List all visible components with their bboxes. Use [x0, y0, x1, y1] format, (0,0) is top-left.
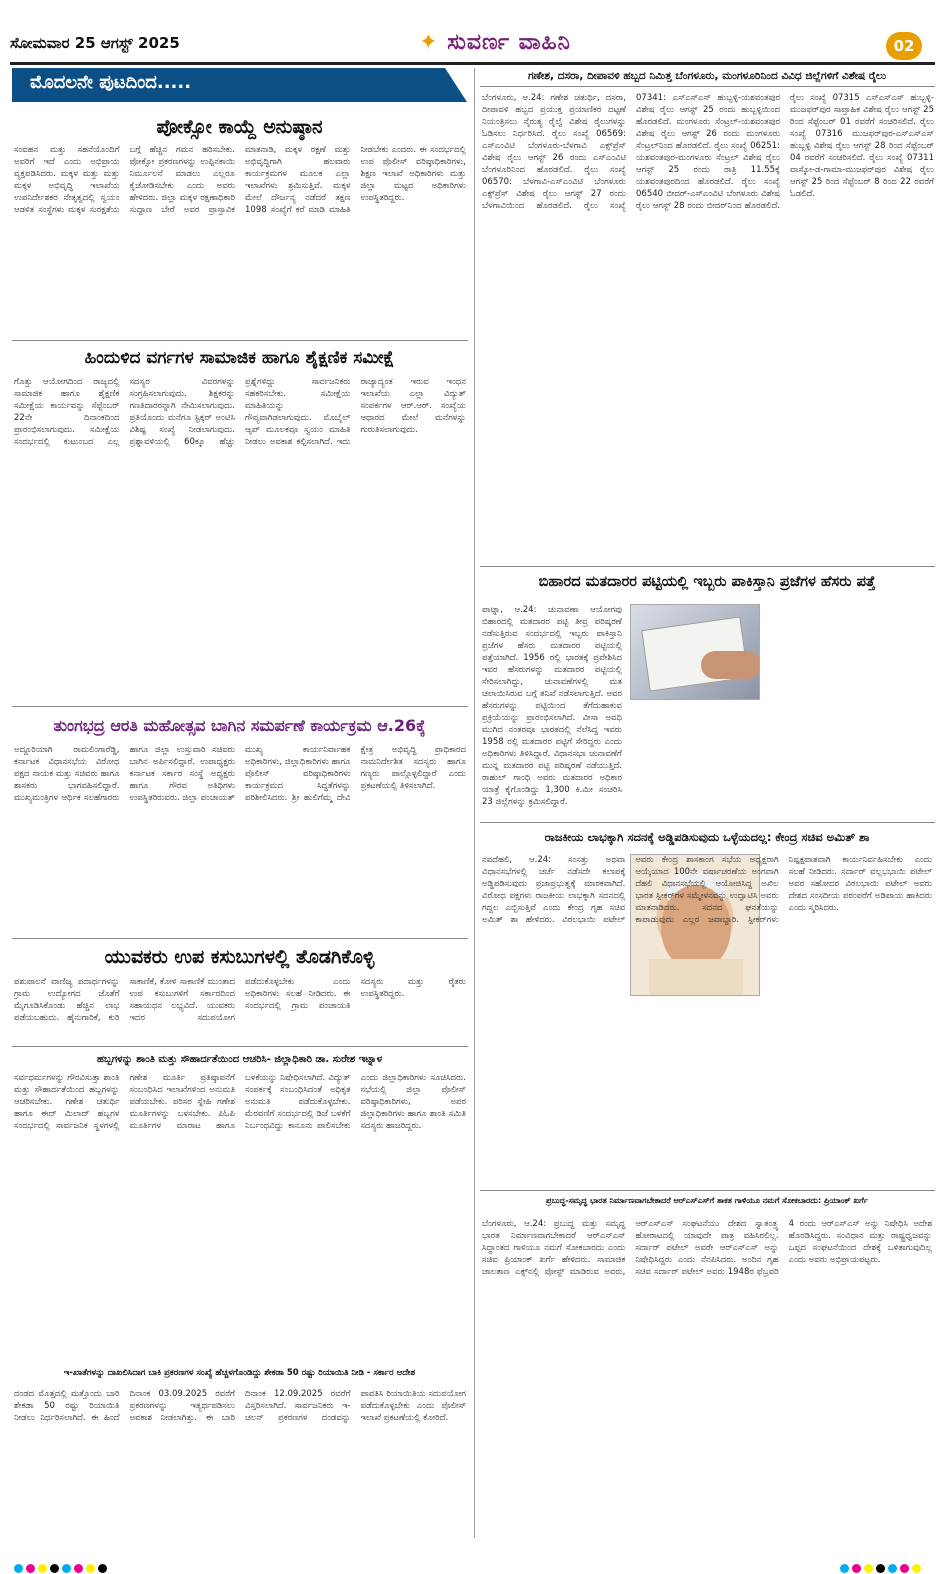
article-body: ಪಶುಪಾಲನೆ ವಾಣಿಜ್ಯ ಪದಾರ್ಥಗಳನ್ನು ಗ್ರಾಮ ಉದ್ಯೋಗದ ಜೊತೆಗೆ ಮೈಗೂಡಿಸಿಕೊಂಡು ಹೆಚ್ಚಿನ ಲಾಭ ಪಡೆಯಬಹುದು. ಹೈನುಗಾರಿಕೆ, ಕುರಿ ಸಾಕಾಣಿಕೆ, ಕೋಳಿ ಸಾಕಾಣಿಕೆ ಮುಂತಾದ ಉಪ ಕಸುಬುಗಳಿಗೆ ಸರ್ಕಾರದಿಂದ ಸಹಾಯಧನ ಲಭ್ಯವಿದೆ. ಯುವಕರು ಇದರ ಸದುಪಯೋಗ ಪಡೆದುಕೊಳ್ಳಬೇಕು ಎಂದು ಅಧಿಕಾರಿಗಳು ಸಲಹೆ ನೀಡಿದರು. ಈ ಸಂದರ್ಭದಲ್ಲಿ ಗ್ರಾಮ ಪಂಚಾಯತಿ ಸದಸ್ಯರು ಮತ್ತು ರೈತರು ಉಪಸ್ಥಿತರಿದ್ದರು.	[14, 977, 466, 1023]
banner-notch-decoration	[445, 68, 467, 102]
print-registration-dots	[14, 1558, 110, 1568]
article-headline: ರಾಜಕೀಯ ಲಾಭಕ್ಕಾಗಿ ಸದನಕ್ಕೆ ಅಡ್ಡಿಪಡಿಸುವುದು ಒಳ್ಳೆಯದಲ್ಲ: ಕೇಂದ್ರ ಸಚಿವ ಅಮಿತ್ ಶಾ	[544, 830, 870, 844]
article-body: ಸರ್ವಧರ್ಮಗಳನ್ನು ಗೌರವಿಸುತ್ತಾ ಶಾಂತಿ ಮತ್ತು ಸೌಹಾರ್ದತೆಯಿಂದ ಹಬ್ಬಗಳನ್ನು ಆಚರಿಸಬೇಕು. ಗಣೇಶ ಚತುರ್ಥಿ ಹಾಗೂ ಈದ್ ಮಿಲಾದ್ ಹಬ್ಬಗಳ ಸಂದರ್ಭದಲ್ಲಿ ಸಾರ್ವಜನಿಕ ಸ್ಥಳಗಳಲ್ಲಿ ಗಣೇಶ ಮೂರ್ತಿ ಪ್ರತಿಷ್ಠಾಪನೆಗೆ ಸಂಬಂಧಿಸಿದ ಇಲಾಖೆಗಳಿಂದ ಅನುಮತಿ ಪಡೆಯಬೇಕು. ಪರಿಸರ ಸ್ನೇಹಿ ಗಣೇಶ ಮೂರ್ತಿಗಳನ್ನು ಬಳಸಬೇಕು. ಪಿಓಪಿ ಮೂರ್ತಿಗಳ ಮಾರಾಟ ಹಾಗೂ ಬಳಕೆಯನ್ನು ನಿಷೇಧಿಸಲಾಗಿದೆ. ವಿದ್ಯುತ್ ಸಂಪರ್ಕಕ್ಕೆ ಸಂಬಂಧಿಸಿದಂತೆ ಅಧಿಕೃತ ಅನುಮತಿ ಪಡೆದುಕೊಳ್ಳಬೇಕು. ಮೆರವಣಿಗೆ ಸಂದರ್ಭದಲ್ಲಿ ಡಿಜೆ ಬಳಕೆಗೆ ನಿರ್ಬಂಧವಿದ್ದು ಕಾನೂನು ಪಾಲಿಸಬೇಕು ಎಂದು ಜಿಲ್ಲಾಧಿಕಾರಿಗಳು ಸೂಚಿಸಿದರು. ಸಭೆಯಲ್ಲಿ ಜಿಲ್ಲಾ ಪೊಲೀಸ್ ವರಿಷ್ಠಾಧಿಕಾರಿಗಳು, ಅಪರ ಜಿಲ್ಲಾಧಿಕಾರಿಗಳು ಹಾಗೂ ಶಾಂತಿ ಸಮಿತಿ ಸದಸ್ಯರು ಹಾಜರಿದ್ದರು.	[14, 1073, 466, 1131]
article-headline: ಯುವಕರು ಉಪ ಕಸುಬುಗಳಲ್ಲಿ ತೊಡಗಿಕೊಳ್ಳಿ	[104, 946, 375, 968]
divider	[480, 86, 935, 87]
hand-shape	[701, 651, 760, 679]
article-body: ಗೊತ್ತು ಆಯೋಗದಿಂದ ರಾಜ್ಯದಲ್ಲಿ ಸಾಮಾಜಿಕ ಹಾಗೂ ಶೈಕ್ಷಣಿಕ ಸಮೀಕ್ಷೆಯ ಕಾರ್ಯವನ್ನು ಸೆಪ್ಟೆಂಬರ್ 22ನೇ ದಿನಾಂಕದಿಂದ ಪ್ರಾರಂಭಿಸಲಾಗುವುದು. ಸಮೀಕ್ಷೆಯ ಸಂದರ್ಭದಲ್ಲಿ ಕುಟುಂಬದ ಎಲ್ಲ ಸದಸ್ಯರ ವಿವರಗಳನ್ನು ಸಂಗ್ರಹಿಸಲಾಗುವುದು. ಶಿಕ್ಷಕರನ್ನು ಗಣತಿದಾರರನ್ನಾಗಿ ನೇಮಿಸಲಾಗುವುದು. ಪ್ರತಿಯೊಂದು ಮನೆಗೂ ಸ್ಟಿಕ್ಕರ್ ಅಂಟಿಸಿ ವಿಶಿಷ್ಟ ಸಂಖ್ಯೆ ನೀಡಲಾಗುವುದು. ಪ್ರಶ್ನಾವಳಿಯಲ್ಲಿ 60ಕ್ಕೂ ಹೆಚ್ಚು ಪ್ರಶ್ನೆಗಳಿದ್ದು ಸಾರ್ವಜನಿಕರು ಸಹಕರಿಸಬೇಕು. ಸಮೀಕ್ಷೆಯ ಮಾಹಿತಿಯನ್ನು ಗೌಪ್ಯವಾಗಿಡಲಾಗುವುದು. ಮೊಬೈಲ್ ಆ್ಯಪ್ ಮೂಲಕವೂ ಸ್ವಯಂ ಮಾಹಿತಿ ನೀಡಲು ಅವಕಾಶ ಕಲ್ಪಿಸಲಾಗಿದೆ. ಇದು ರಾಜ್ಯಾದ್ಯಂತ ಇರುವ ಇಂಧನ ಇಲಾಖೆಯ ಎಲ್ಲಾ ವಿದ್ಯುತ್ ಸಂಪರ್ಕಗಳ ಆರ್.ಆರ್. ಸಂಖ್ಯೆಯ ಆಧಾರದ ಮೇಲೆ ಮನೆಗಳನ್ನು ಗುರುತಿಸಲಾಗುವುದು.	[14, 377, 466, 447]
issue-date: ಸೋಮವಾರ 25 ಆಗಸ್ಟ್ 2025	[10, 34, 180, 52]
article-body: ಸಂವಹನ ಮತ್ತು ಸಹನೆಯೊಂದಿಗೆ ಅವರಿಗೆ ಇದೆ ಎಂದು ಅಭಿಪ್ರಾಯ ವ್ಯಕ್ತಪಡಿಸಿದರು. ಮಕ್ಕಳ ಮತ್ತು ಮತ್ತು ಮಕ್ಕಳ ಅಭಿವೃದ್ಧಿ ಇಲಾಖೆಯ ಉಪನಿರ್ದೇಶಕರ ನೇತೃತ್ವದಲ್ಲಿ ಸ್ವಯಂ ಆಡಳಿತ ಸಂಸ್ಥೆಗಳು ಮಕ್ಕಳ ಸುರಕ್ಷತೆಯ ಬಗ್ಗೆ ಹೆಚ್ಚಿನ ಗಮನ ಹರಿಸಬೇಕು. ಪೋಕ್ಸೋ ಪ್ರಕರಣಗಳನ್ನು ಉಪ್ಪಿನಕಾಯಿ ನಿರ್ಮೂಲನೆ ಮಾಡಲು ಎಲ್ಲರೂ ಕೈಜೋಡಿಸಬೇಕು ಎಂದು ಅವರು ಹೇಳಿದರು. ಜಿಲ್ಲಾ ಮಕ್ಕಳ ರಕ್ಷಣಾಧಿಕಾರಿ ಸುದ್ದಾಣ ಬೇರೆ ಅವರ ಪ್ರಾಸ್ತಾವಿಕ ಮಾತನಾಡಿ, ಮಕ್ಕಳ ರಕ್ಷಣೆ ಮತ್ತು ಅಭಿವೃದ್ಧಿಗಾಗಿ ಹಲವಾರು ಕಾರ್ಯಕ್ರಮಗಳ ಮೂಲಕ ಎಲ್ಲಾ ಇಲಾಖೆಗಳು ಶ್ರಮಿಸುತ್ತಿವೆ. ಮಕ್ಕಳ ಮೇಲೆ ದೌರ್ಜನ್ಯ ನಡೆದರೆ ತಕ್ಷಣ 1098 ಸಂಖ್ಯೆಗೆ ಕರೆ ಮಾಡಿ ಮಾಹಿತಿ ನೀಡಬೇಕು ಎಂದರು. ಈ ಸಂದರ್ಭದಲ್ಲಿ ಉಪ ಪೊಲೀಸ್ ವರಿಷ್ಠಾಧಿಕಾರಿಗಳು, ಶಿಕ್ಷಣ ಇಲಾಖೆ ಅಧಿಕಾರಿಗಳು ಮತ್ತು ಜಿಲ್ಲಾ ಮಟ್ಟದ ಅಧಿಕಾರಿಗಳು ಉಪಸ್ಥಿತರಿದ್ದರು.	[14, 145, 466, 215]
article-headline: ಪೋಕ್ಸೋ ಕಾಯ್ದೆ ಅನುಷ್ಠಾನ	[156, 116, 323, 138]
divider	[480, 822, 935, 823]
divider	[480, 1190, 935, 1191]
flame-icon: ✦	[419, 30, 439, 55]
page-number-badge: 02	[886, 32, 922, 60]
article-body: ಪಾಟ್ನಾ, ಆ.24: ಚುನಾವಣಾ ಆಯೋಗವು ಬಿಹಾರದಲ್ಲಿ ಮತದಾರರ ಪಟ್ಟಿ ತೀವ್ರ ಪರಿಷ್ಕರಣೆ ನಡೆಸುತ್ತಿರುವ ಸಂದರ್ಭದಲ್ಲಿ ಇಬ್ಬರು ಪಾಕಿಸ್ತಾನಿ ಪ್ರಜೆಗಳ ಹೆಸರು ಮತದಾರರ ಪಟ್ಟಿಯಲ್ಲಿ ಪತ್ತೆಯಾಗಿದೆ. 1956 ರಲ್ಲಿ ಭಾರತಕ್ಕೆ ಪ್ರವೇಶಿಸಿದ ಇವರ ಹೆಸರುಗಳನ್ನು ಮತದಾರರ ಪಟ್ಟಿಯಲ್ಲಿ ಸೇರಿಸಲಾಗಿದ್ದು, ಚುನಾವಣೆಗಳಲ್ಲಿ ಮತ ಚಲಾಯಿಸಿರುವ ಬಗ್ಗೆ ತನಿಖೆ ನಡೆಸಲಾಗುತ್ತಿದೆ. ಅವರ ಹೆಸರುಗಳನ್ನು ಪಟ್ಟಿಯಿಂದ ತೆಗೆದುಹಾಕುವ ಪ್ರಕ್ರಿಯೆಯನ್ನು ಪ್ರಾರಂಭಿಸಲಾಗಿದೆ. ವೀಸಾ ಅವಧಿ ಮುಗಿದ ನಂತರವೂ ಭಾರತದಲ್ಲಿ ನೆಲೆಸಿದ್ದ ಇವರು 1958 ರಲ್ಲಿ ಮತದಾರರ ಪಟ್ಟಿಗೆ ಸೇರಿದ್ದರು ಎಂದು ಅಧಿಕಾರಿಗಳು ತಿಳಿಸಿದ್ದಾರೆ. ವಿಧಾನಸಭಾ ಚುನಾವಣೆಗೆ ಮುನ್ನ ಮತದಾರರ ಪಟ್ಟಿ ಪರಿಷ್ಕರಣೆ ನಡೆಯುತ್ತಿದೆ. ರಾಹುಲ್ ಗಾಂಧಿ ಅವರು ಮತದಾರರ ಅಧಿಕಾರ ಯಾತ್ರೆ ಕೈಗೊಂಡಿದ್ದು 1,300 ಕಿ.ಮೀ ಸಂಚರಿಸಿ 23 ಜಿಲ್ಲೆಗಳನ್ನು ಕ್ರಮಿಸಲಿದ್ದಾರೆ.	[482, 605, 622, 807]
article-body: ದಂಡದ ಮೊತ್ತದಲ್ಲಿ ಮತ್ತೊಂದು ಬಾರಿ ಶೇಕಡಾ 50 ರಷ್ಟು ರಿಯಾಯಿತಿ ನೀಡಲು ನಿರ್ಧರಿಸಲಾಗಿದೆ. ಈ ಹಿಂದೆ ದಿನಾಂಕ 03.09.2025 ರವರೆಗೆ ಪ್ರಕರಣಗಳನ್ನು ಇತ್ಯರ್ಥಪಡಿಸಲು ಅವಕಾಶ ನೀಡಲಾಗಿತ್ತು. ಈ ಬಾರಿ ದಿನಾಂಕ 12.09.2025 ರವರೆಗೆ ವಿಸ್ತರಿಸಲಾಗಿದೆ. ಸಾರ್ವಜನಿಕರು ಇ-ಚಲನ್ ಪ್ರಕರಣಗಳ ದಂಡವನ್ನು ಪಾವತಿಸಿ ರಿಯಾಯಿತಿಯ ಸದುಪಯೋಗ ಪಡೆದುಕೊಳ್ಳಬೇಕು ಎಂದು ಪೊಲೀಸ್ ಇಲಾಖೆ ಪ್ರಕಟಣೆಯಲ್ಲಿ ಕೋರಿದೆ.	[14, 1389, 466, 1423]
print-registration-dots	[840, 1558, 924, 1568]
logo-text: ಸುವರ್ಣ ವಾಹಿನಿ	[447, 30, 571, 55]
divider	[12, 1046, 468, 1047]
article-headline: ಹಿಂದುಳಿದ ವರ್ಗಗಳ ಸಾಮಾಜಿಕ ಹಾಗೂ ಶೈಕ್ಷಣಿಕ ಸಮೀಕ್ಷೆ	[84, 348, 395, 368]
section-banner-title: ಮೊದಲನೇ ಪುಟದಿಂದ.....	[30, 72, 192, 93]
divider	[12, 340, 468, 341]
article-headline: ಇ-ಖಾತೆಗಳನ್ನು ದಾಖಲಿಸಿದಾಗ ಬಾಕಿ ಪ್ರಕರಣಗಳ ಸಂಖ್ಯೆ ಹೆಚ್ಚಳಗೊಂಡಿದ್ದು ಶೇಕಡಾ 50 ರಷ್ಟು ರಿಯಾಯಿತಿ ನೀಡಿ - ಸರ್ಕಾರ ಆದೇಶ	[63, 1368, 416, 1378]
article-headline: ಪ್ರಬುದ್ಧ-ಸಮೃದ್ಧ ಭಾರತ ನಿರ್ಮಾಣವಾಗಬೇಕಾದರೆ ಆರ್‌ಎಸ್‌ಎಸ್‌ಗೆ ತಾಕತ ಗಾಳಿಯೂ ನಮಗೆ ಸೋಕಬಾರದು: ಪ್ರಿಯಾಂಕ್ ಖರ್ಗೆ	[546, 1196, 868, 1205]
divider	[12, 938, 468, 939]
ballot-photo	[630, 604, 760, 700]
column-divider	[474, 68, 475, 1538]
article-headline: ಹಬ್ಬಗಳನ್ನು ಶಾಂತಿ ಮತ್ತು ಸೌಹಾರ್ದತೆಯಿಂದ ಆಚರಿಸಿ- ಜಿಲ್ಲಾಧಿಕಾರಿ ಡಾ. ಸುರೇಶ ಇಟ್ನಾಳ	[96, 1054, 383, 1065]
article-body: ಬೆಂಗಳೂರು, ಆ.24: ಪ್ರಬುದ್ಧ ಮತ್ತು ಸಮೃದ್ಧ ಭಾರತ ನಿರ್ಮಾಣವಾಗಬೇಕಾದರೆ ಆರ್‌ಎಸ್‌ಎಸ್ ಸಿದ್ಧಾಂತದ ಗಾಳಿಯೂ ನಮಗೆ ಸೋಕಬಾರದು ಎಂದು ಸಚಿವ ಪ್ರಿಯಾಂಕ್ ಖರ್ಗೆ ಹೇಳಿದರು. ಸಾಮಾಜಿಕ ಜಾಲತಾಣ ಎಕ್ಸ್‌ನಲ್ಲಿ ಪೋಸ್ಟ್ ಮಾಡಿರುವ ಅವರು, ಆರ್‌ಎಸ್‌ಎಸ್ ಸಂಘಟನೆಯು ದೇಶದ ಸ್ವಾತಂತ್ರ್ಯ ಹೋರಾಟದಲ್ಲಿ ಯಾವುದೇ ಪಾತ್ರ ವಹಿಸಿರಲಿಲ್ಲ. ಸರ್ದಾರ್ ಪಟೇಲ್ ಅವರೇ ಆರ್‌ಎಸ್‌ಎಸ್ ಅನ್ನು ನಿಷೇಧಿಸಿದ್ದರು ಎಂದು ನೆನಪಿಸಿದರು. ಅಂದಿನ ಗೃಹ ಸಚಿವ ಸರ್ದಾರ್ ಪಟೇಲ್ ಅವರು 1948ರ ಫೆಬ್ರವರಿ 4 ರಂದು ಆರ್‌ಎಸ್‌ಎಸ್ ಅನ್ನು ನಿಷೇಧಿಸಿ ಆದೇಶ ಹೊರಡಿಸಿದ್ದರು. ಸಂವಿಧಾನ ಮತ್ತು ರಾಷ್ಟ್ರಧ್ವಜವನ್ನು ಒಪ್ಪದ ಸಂಘಟನೆಯಿಂದ ದೇಶಕ್ಕೆ ಒಳಿತಾಗುವುದಿಲ್ಲ ಎಂದು ಅವರು ಅಭಿಪ್ರಾಯಪಟ್ಟರು.	[482, 1219, 932, 1277]
newspaper-logo	[395, 30, 595, 60]
divider	[480, 566, 935, 567]
divider	[12, 706, 468, 707]
article-body-continued	[768, 604, 932, 854]
section-banner	[12, 68, 467, 102]
train-headline: ಗಣೇಶ, ದಸರಾ, ದೀಪಾವಳಿ ಹಬ್ಬದ ನಿಮಿತ್ತ ಬೆಂಗಳೂರು, ಮಂಗಳೂರಿನಿಂದ ವಿವಿಧ ಜಿಲ್ಲೆಗಳಿಗೆ ವಿಶೇಷ ರೈಲು	[527, 70, 887, 82]
article-headline: ತುಂಗಭದ್ರ ಆರತಿ ಮಹೋತ್ಸವ ಬಾಗಿನ ಸಮರ್ಪಣೆ ಕಾರ್ಯಕ್ರಮ ಆ.26ಕ್ಕೆ	[53, 716, 426, 735]
article-body: ನವದೆಹಲಿ, ಆ.24: ಸಂಸತ್ತು ಅಥವಾ ವಿಧಾನಸಭೆಗಳಲ್ಲಿ ಚರ್ಚೆ ನಡೆಸದೇ ಕಲಾಪಕ್ಕೆ ಅಡ್ಡಿಪಡಿಸುವುದು ಪ್ರಜಾಪ್ರಭುತ್ವಕ್ಕೆ ಮಾರಕವಾಗಿದೆ. ವಿರೋಧ ಪಕ್ಷಗಳು ರಾಜಕೀಯ ಲಾಭಕ್ಕಾಗಿ ಸದನದಲ್ಲಿ ಗದ್ದಲ ಎಬ್ಬಿಸುತ್ತಿವೆ ಎಂದು ಕೇಂದ್ರ ಗೃಹ ಸಚಿವ ಅಮಿತ್ ಶಾ ಹೇಳಿದರು. ವಿಠಲಭಾಯಿ ಪಟೇಲ್ ಅವರು ಕೇಂದ್ರ ಶಾಸಕಾಂಗ ಸಭೆಯ ಅಧ್ಯಕ್ಷರಾಗಿ ಆಯ್ಕೆಯಾದ 100ನೇ ವರ್ಷಾಚರಣೆಯ ಅಂಗವಾಗಿ ದೆಹಲಿ ವಿಧಾನಸಭೆಯಲ್ಲಿ ಆಯೋಜಿಸಿದ್ದ ಅಖಿಲ ಭಾರತ ಸ್ಪೀಕರ್‌ಗಳ ಸಮ್ಮೇಳನವನ್ನು ಉದ್ಘಾಟಿಸಿ ಅವರು ಮಾತನಾಡಿದರು. ಸದನದ ಘನತೆಯನ್ನು ಕಾಪಾಡುವುದು ಎಲ್ಲರ ಜವಾಬ್ದಾರಿ. ಸ್ಪೀಕರ್‌ಗಳು ನಿಷ್ಪಕ್ಷಪಾತವಾಗಿ ಕಾರ್ಯನಿರ್ವಹಿಸಬೇಕು ಎಂದು ಸಲಹೆ ನೀಡಿದರು. ಸರ್ದಾರ್ ವಲ್ಲಭಭಾಯಿ ಪಟೇಲ್ ಅವರ ಸಹೋದರ ವಿಠಲಭಾಯಿ ಪಟೇಲ್ ಅವರು ದೇಶದ ಸಂಸದೀಯ ಪರಂಪರೆಗೆ ಅಡಿಪಾಯ ಹಾಕಿದರು ಎಂದು ಸ್ಮರಿಸಿದರು.	[482, 855, 932, 925]
masthead-rule	[10, 62, 935, 65]
article-headline: ಬಿಹಾರದ ಮತದಾರರ ಪಟ್ಟಿಯಲ್ಲಿ ಇಬ್ಬರು ಪಾಕಿಸ್ತಾನಿ ಪ್ರಜೆಗಳ ಹೆಸರು ಪತ್ತೆ	[538, 574, 876, 590]
masthead	[0, 0, 945, 60]
article-body: ಬೆಂಗಳೂರು, ಆ.24: ಗಣೇಶ ಚತುರ್ಥಿ, ದಸರಾ, ದೀಪಾವಳಿ ಹಬ್ಬದ ಪ್ರಯುಕ್ತ ಪ್ರಯಾಣಿಕರ ದಟ್ಟಣೆ ನಿಯಂತ್ರಿಸಲು ನೈರುತ್ಯ ರೈಲ್ವೆ ವಿಶೇಷ ರೈಲುಗಳನ್ನು ಓಡಿಸಲು ನಿರ್ಧರಿಸಿದೆ. ರೈಲು ಸಂಖ್ಯೆ 06569: ಎಸ್‌ಎಂವಿಟಿ ಬೆಂಗಳೂರು-ಬೆಳಗಾವಿ ಎಕ್ಸ್‌ಪ್ರೆಸ್ ವಿಶೇಷ ರೈಲು ಆಗಸ್ಟ್ 26 ರಂದು ಎಸ್‌ಎಂವಿಟಿ ಬೆಂಗಳೂರಿನಿಂದ ಹೊರಡಲಿದೆ. ರೈಲು ಸಂಖ್ಯೆ 06570: ಬೆಳಗಾವಿ-ಎಸ್‌ಎಂವಿಟಿ ಬೆಂಗಳೂರು ಎಕ್ಸ್‌ಪ್ರೆಸ್ ವಿಶೇಷ ರೈಲು ಆಗಸ್ಟ್ 27 ರಂದು ಬೆಳಗಾವಿಯಿಂದ ಹೊರಡಲಿದೆ. ರೈಲು ಸಂಖ್ಯೆ 07341: ಎಸ್‌ಎಸ್‌ಎಸ್ ಹುಬ್ಬಳ್ಳಿ-ಯಶವಂತಪುರ ವಿಶೇಷ ರೈಲು ಆಗಸ್ಟ್ 25 ರಂದು ಹುಬ್ಬಳ್ಳಿಯಿಂದ ಹೊರಡಲಿದೆ. ಮಂಗಳೂರು ಸೆಂಟ್ರಲ್-ಯಶವಂತಪುರ ವಿಶೇಷ ರೈಲು ಆಗಸ್ಟ್ 26 ರಂದು ಮಂಗಳೂರು ಸೆಂಟ್ರಲ್‌ನಿಂದ ಹೊರಡಲಿದೆ. ರೈಲು ಸಂಖ್ಯೆ 06251: ಯಶವಂತಪುರ-ಮಂಗಳೂರು ಸೆಂಟ್ರಲ್ ವಿಶೇಷ ರೈಲು ಆಗಸ್ಟ್ 25 ರಂದು ರಾತ್ರಿ 11.55ಕ್ಕೆ ಯಶವಂತಪುರದಿಂದ ಹೊರಡಲಿದೆ. ರೈಲು ಸಂಖ್ಯೆ 06540 ಬೀದರ್-ಎಸ್‌ಎಂವಿಟಿ ಬೆಂಗಳೂರು ವಿಶೇಷ ರೈಲು ಆಗಸ್ಟ್ 28 ರಂದು ಬೀದರ್‌ನಿಂದ ಹೊರಡಲಿದೆ. ರೈಲು ಸಂಖ್ಯೆ 07315 ಎಸ್‌ಎಸ್‌ಎಸ್ ಹುಬ್ಬಳ್ಳಿ-ಮುಜಫರ್‌ಪುರ ಸಾಪ್ತಾಹಿಕ ವಿಶೇಷ ರೈಲು ಆಗಸ್ಟ್ 25 ರಿಂದ ಸೆಪ್ಟೆಂಬರ್ 01 ರವರೆಗೆ ಸಂಚರಿಸಲಿದೆ. ರೈಲು ಸಂಖ್ಯೆ 07316 ಮುಜಫರ್‌ಪುರ-ಎಸ್‌ಎಸ್‌ಎಸ್ ಹುಬ್ಬಳ್ಳಿ ವಿಶೇಷ ರೈಲು ಆಗಸ್ಟ್ 28 ರಿಂದ ಸೆಪ್ಟೆಂಬರ್ 04 ರವರೆಗೆ ಸಂಚರಿಸಲಿದೆ. ರೈಲು ಸಂಖ್ಯೆ 07311 ವಾಸ್ಕೋ-ಡ-ಗಾಮಾ-ಮುಜಫರ್‌ಪುರ ವಿಶೇಷ ರೈಲು ಆಗಸ್ಟ್ 25 ರಿಂದ ಸೆಪ್ಟೆಂಬರ್ 8 ರಿಂದ 22 ರವರೆಗೆ ಓಡಲಿದೆ.	[482, 93, 934, 211]
article-body: ಅದ್ದೂರಿಯಾಗಿ ರಾಮಲಿಂಗಾರೆಡ್ಡಿ, ಕರ್ನಾಟಕ ವಿಧಾನಸಭೆಯ ವಿರೋಧ ಪಕ್ಷದ ನಾಯಕ ಮತ್ತು ಸಚಿವರು ಹಾಗೂ ಶಾಸಕರು ಭಾಗವಹಿಸಲಿದ್ದಾರೆ. ಮುಖ್ಯಮಂತ್ರಿಗಳ ಆರ್ಥಿಕ ಸಲಹೆಗಾರರು ಹಾಗೂ ಜಿಲ್ಲಾ ಉಸ್ತುವಾರಿ ಸಚಿವರು ಬಾಗಿನ ಅರ್ಪಿಸಲಿದ್ದಾರೆ. ಉಪಾಧ್ಯಕ್ಷರು ಕರ್ನಾಟಕ ಸರ್ಕಾರ ಸಂಸ್ಥೆ ಅಧ್ಯಕ್ಷರು ಹಾಗೂ ಗೌರವ ಅತಿಥಿಗಳು ಉಪಸ್ಥಿತರಿರುವರು. ಜಿಲ್ಲಾ ಪಂಚಾಯತ್ ಮುಖ್ಯ ಕಾರ್ಯನಿರ್ವಾಹಕ ಅಧಿಕಾರಿಗಳು, ಜಿಲ್ಲಾಧಿಕಾರಿಗಳು ಹಾಗೂ ಪೊಲೀಸ್ ವರಿಷ್ಠಾಧಿಕಾರಿಗಳು ಕಾರ್ಯಕ್ರಮದ ಸಿದ್ಧತೆಗಳನ್ನು ಪರಿಶೀಲಿಸಿದರು. ಶ್ರೀ ಹುಲಿಗೆಮ್ಮ ದೇವಿ ಕ್ಷೇತ್ರ ಅಭಿವೃದ್ಧಿ ಪ್ರಾಧಿಕಾರದ ನಾಮನಿರ್ದೇಶಿತ ಸದಸ್ಯರು ಹಾಗೂ ಗಣ್ಯರು ಪಾಲ್ಗೊಳ್ಳಲಿದ್ದಾರೆ ಎಂದು ಪ್ರಕಟಣೆಯಲ್ಲಿ ತಿಳಿಸಲಾಗಿದೆ.	[14, 745, 466, 803]
article-body-continued	[630, 706, 760, 824]
